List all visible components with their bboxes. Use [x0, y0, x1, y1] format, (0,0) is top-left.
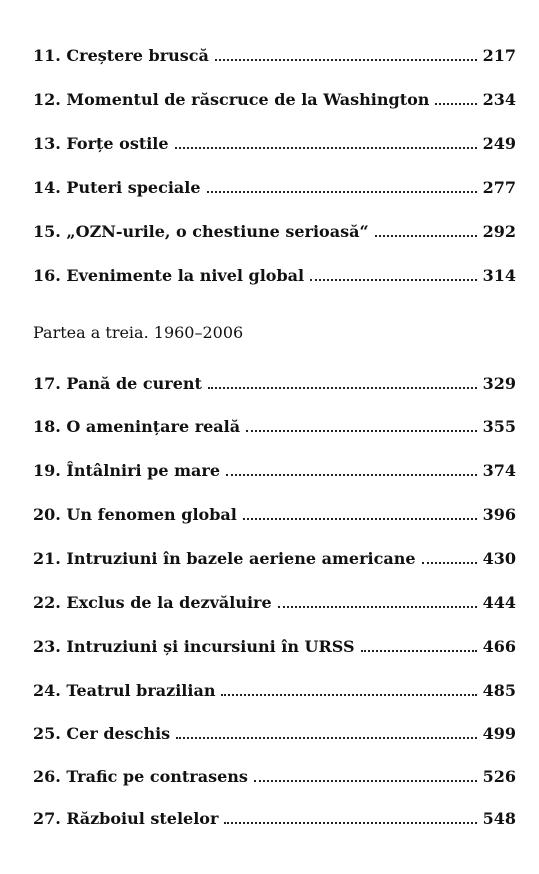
dot-leader	[375, 235, 477, 237]
toc-entry	[33, 585, 516, 613]
toc-entry	[33, 629, 516, 657]
toc-entry-page: 485	[482, 681, 516, 700]
toc-entry	[33, 453, 516, 481]
toc-entry	[33, 759, 516, 787]
toc-entry-page: 396	[482, 505, 516, 524]
toc-entry-page: 430	[482, 549, 516, 568]
toc-entry	[33, 541, 516, 569]
toc-entry-page: 374	[482, 461, 516, 480]
toc-entry-page: 329	[482, 374, 516, 393]
dot-leader	[224, 822, 476, 824]
toc-entry-page: 466	[482, 637, 516, 656]
dot-leader	[243, 518, 477, 520]
toc-entry-title: 17. Pană de curent	[33, 374, 202, 393]
toc-entry-title: 26. Trafic pe contrasens	[33, 767, 248, 786]
toc-entry-title: 15. „OZN-urile, o chestiune serioasă“	[33, 222, 369, 241]
toc-entry-title: 12. Momentul de răscruce de la Washington	[33, 90, 430, 109]
toc-entry-page: 526	[482, 767, 516, 786]
dot-leader	[176, 737, 476, 739]
dot-leader	[175, 147, 477, 149]
toc-entry-page: 499	[482, 724, 516, 743]
toc-entry	[33, 366, 516, 394]
part-heading: Partea a treia. 1960–2006	[33, 323, 244, 342]
toc-entry-title: 22. Exclus de la dezvăluire	[33, 593, 272, 612]
dot-leader	[208, 387, 477, 389]
toc-entry-title: 11. Creștere bruscă	[33, 46, 209, 65]
toc-entry-page: 234	[482, 90, 516, 109]
toc-entry-title: 21. Intruziuni în bazele aeriene americane	[33, 549, 416, 568]
toc-entry	[33, 38, 516, 66]
toc-entry	[33, 497, 516, 525]
toc-entry-page: 355	[482, 417, 516, 436]
toc-entry-page: 548	[482, 809, 516, 828]
toc-entry	[33, 409, 516, 437]
toc-entry-page: 444	[482, 593, 516, 612]
toc-entry-page: 314	[482, 266, 516, 285]
dot-leader	[435, 103, 476, 105]
dot-leader	[207, 191, 477, 193]
dot-leader	[246, 430, 476, 432]
dot-leader	[278, 606, 477, 608]
toc-entry-title: 25. Cer deschis	[33, 724, 171, 743]
toc-entry-page: 217	[482, 46, 516, 65]
toc-entry-title: 23. Intruziuni și incursiuni în URSS	[33, 637, 355, 656]
toc-entry-page: 249	[482, 134, 516, 153]
toc-entry	[33, 716, 516, 744]
toc-entry	[33, 214, 516, 242]
dot-leader	[254, 780, 477, 782]
toc-entry	[33, 170, 516, 198]
toc-entry-title: 14. Puteri speciale	[33, 178, 201, 197]
toc-entry-title: 27. Războiul stelelor	[33, 809, 219, 828]
dot-leader	[361, 650, 477, 652]
toc-entry	[33, 673, 516, 701]
table-of-contents	[33, 0, 516, 874]
toc-entry-title: 24. Teatrul brazilian	[33, 681, 216, 700]
toc-entry-page: 277	[482, 178, 516, 197]
dot-leader	[422, 562, 477, 564]
dot-leader	[221, 694, 476, 696]
toc-entry-title: 19. Întâlniri pe mare	[33, 461, 221, 480]
dot-leader	[215, 59, 477, 61]
toc-entry	[33, 126, 516, 154]
toc-entry-title: 13. Forțe ostile	[33, 134, 169, 153]
toc-entry-title: 16. Evenimente la nivel global	[33, 266, 305, 285]
toc-entry	[33, 82, 516, 110]
toc-entry-page: 292	[482, 222, 516, 241]
toc-entry	[33, 801, 516, 829]
dot-leader	[310, 279, 476, 281]
toc-entry-title: 20. Un fenomen global	[33, 505, 237, 524]
toc-entry	[33, 258, 516, 286]
toc-entry-title: 18. O amenințare reală	[33, 417, 241, 436]
dot-leader	[226, 474, 477, 476]
